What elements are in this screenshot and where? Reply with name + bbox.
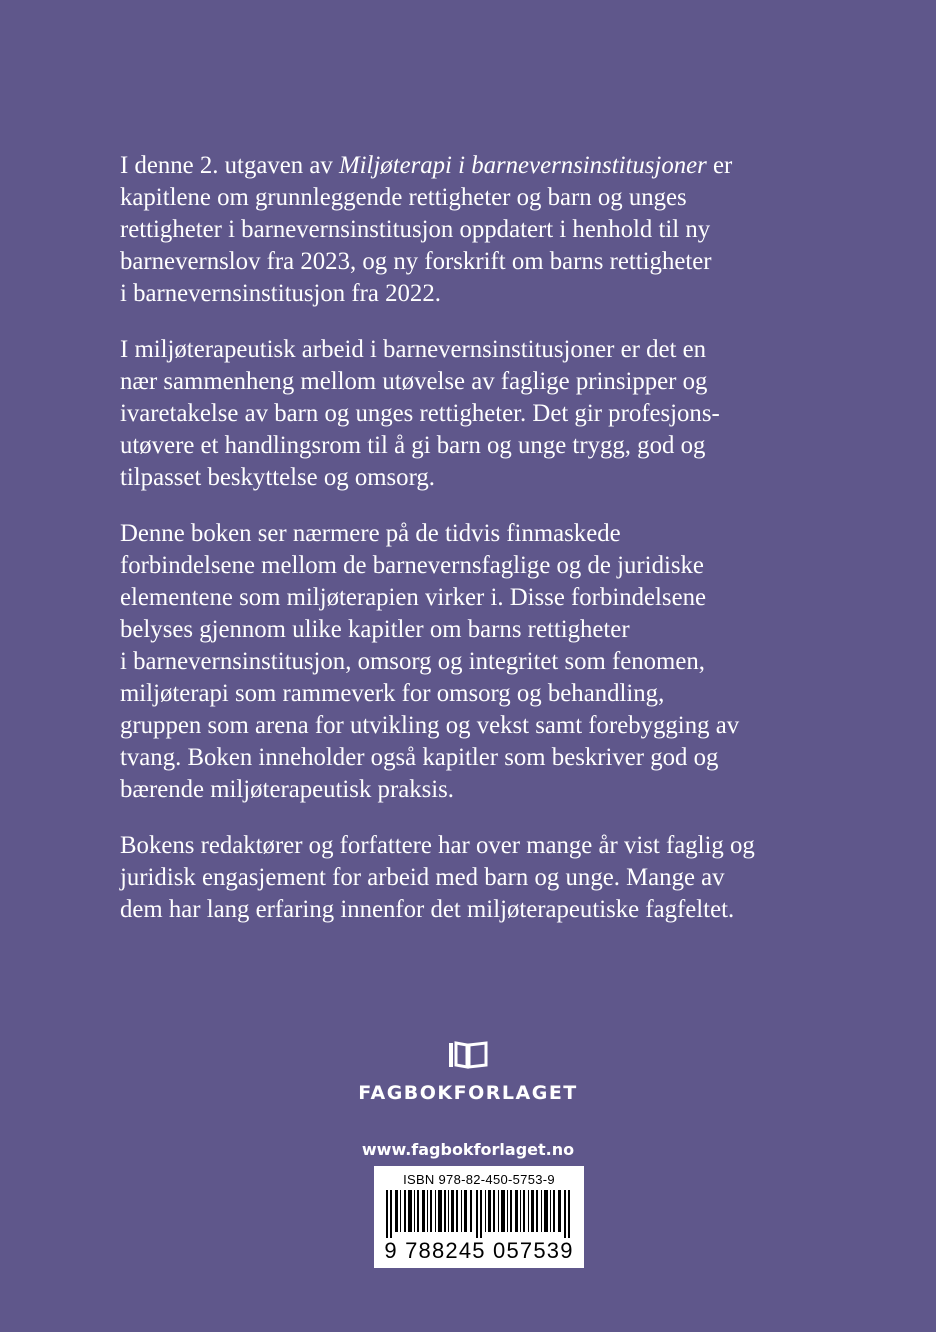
back-cover-blurb: [120, 150, 840, 950]
book-title-italic: Miljøterapi i barnevernsinstitusjoner: [338, 152, 707, 179]
blurb-line: Bokens redaktører og forfattere har over mange år vist faglig og: [120, 832, 755, 859]
blurb-line: i barnevernsinstitusjon fra 2022.: [120, 280, 441, 307]
publisher-name: FAGBOKFORLAGET: [358, 1082, 578, 1104]
blurb-line: [120, 150, 840, 182]
blurb-paragraph-3: [120, 518, 840, 806]
barcode-bars: [384, 1190, 574, 1238]
blurb-line: forbindelsene mellom de barnevernsfaglige og de juridiske: [120, 552, 704, 579]
blurb-line: belyses gjennom ulike kapitler om barns rettigheter: [120, 616, 630, 643]
blurb-line: nær sammenheng mellom utøvelse av faglige prinsipper og: [120, 368, 708, 395]
blurb-line: dem har lang erfaring innenfor det miljøterapeutiske fagfeltet.: [120, 896, 735, 923]
isbn-label: ISBN 978-82-450-5753-9: [403, 1172, 555, 1187]
blurb-line: kapitlene om grunnleggende rettigheter og barn og unges: [120, 184, 687, 211]
publisher-website: www.fagbokforlaget.no: [361, 1140, 575, 1159]
blurb-line: gruppen som arena for utvikling og vekst samt forebygging av: [120, 712, 740, 739]
blurb-line: elementene som miljøterapien virker i. Disse forbindelsene: [120, 584, 706, 611]
blurb-line: tvang. Boken inneholder også kapitler som beskriver god og: [120, 744, 719, 771]
blurb-paragraph-4: [120, 830, 840, 926]
blurb-line: i barnevernsinstitusjon, omsorg og integritet som fenomen,: [120, 648, 705, 675]
blurb-line: juridisk engasjement for arbeid med barn og unge. Mange av: [120, 864, 725, 891]
blurb-line: rettigheter i barnevernsinstitusjon oppdatert i henhold til ny: [120, 216, 711, 243]
blurb-line: barnevernslov fra 2023, og ny forskrift om barns rettigheter: [120, 248, 712, 275]
blurb-text: er: [706, 152, 733, 179]
blurb-line: ivaretakelse av barn og unges rettigheter. Det gir profesjons-: [120, 400, 720, 427]
blurb-line: utøvere et handlingsrom til å gi barn og unge trygg, god og: [120, 432, 706, 459]
isbn-barcode: [374, 1166, 584, 1268]
blurb-line: I miljøterapeutisk arbeid i barnevernsinstitusjoner er det en: [120, 336, 706, 363]
blurb-line: Denne boken ser nærmere på de tidvis finmaskede: [120, 520, 621, 547]
blurb-line: miljøterapi som rammeverk for omsorg og behandling,: [120, 680, 665, 707]
blurb-text: I denne 2. utgaven av: [120, 152, 339, 179]
barcode-digits: 9 788245 057539: [384, 1238, 574, 1263]
blurb-line: tilpasset beskyttelse og omsorg.: [120, 464, 435, 491]
publisher-logo: [0, 1040, 936, 1104]
open-book-logo-icon: [448, 1040, 488, 1070]
blurb-paragraph-2: [120, 334, 840, 494]
blurb-paragraph-1: [120, 150, 840, 310]
blurb-line: bærende miljøterapeutisk praksis.: [120, 776, 454, 803]
